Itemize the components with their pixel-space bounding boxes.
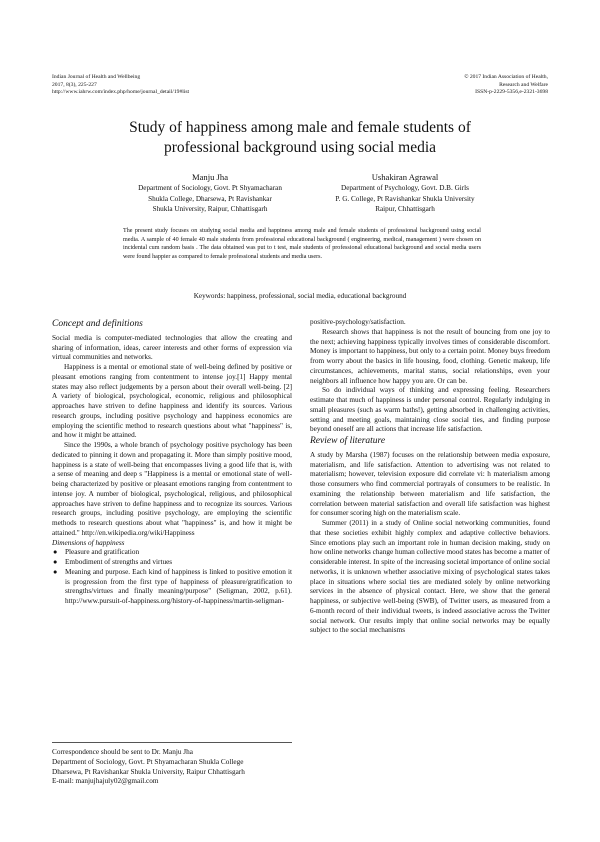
right-column <box>310 318 550 636</box>
paragraph: A study by Marsha (1987) focuses on the relationship between media exposure, materialism, and life satisfaction. Attention to advertising was not related to materialism; however, television exposure did correlate vi: h materialism among those consumers who find commercial portrayals of consumers to be realistic. In examining the relationship between materialism and life satisfaction, the correlation between material satisfaction and overall life satisfaction was highest for consumer scoring high on the materialism scale. <box>310 450 550 518</box>
volume-issue: 2017, 8(3), 225-227 <box>52 81 97 88</box>
journal-header-left <box>52 74 189 97</box>
author-affiliation-line: Department of Psychology, Govt. D.B. Girls <box>341 184 469 193</box>
left-column <box>52 318 292 607</box>
section-title-review: Review of literature <box>310 436 386 446</box>
journal-header-right <box>464 74 548 97</box>
author-affiliation-line: Shukla College, Dharsewa, Pt Ravishankar <box>148 194 272 203</box>
list-item-text: Embodiment of strengths and virtues <box>65 558 173 566</box>
issn: ISSN-p-2229-5356,e-2321-3698 <box>475 89 548 96</box>
author-block-1 <box>110 172 310 214</box>
list-item-text: Meaning and purpose. Each kind of happiness is linked to positive emotion it is progression from the first type of happiness of pleasure/gratification to strengths/virtues and finally meaning/purpose" (Seligman, 2002, p.61). http://www.pursuit-of-happiness.org/history-of-happiness/martin-seligman- <box>65 567 292 605</box>
copyright-line2: Research and Welfare <box>499 81 548 88</box>
author-affiliation-line: P. G. College, Pt Ravishankar Shukla University <box>335 194 475 203</box>
correspondence-email[interactable]: E-mail: manjujhajuly02@gmail.com <box>52 777 159 786</box>
journal-name: Indian Journal of Health and Wellbeing <box>52 74 141 80</box>
footnote-divider <box>52 742 292 743</box>
abstract: The present study focuses on studying social media and happiness among male and female students of professional background using social media. A sample of 40 female 40 male students from professional educational background ( engineering, medical, management ) were chosen on incidental cum random basis . The data obtained was put to t test, male students of professional educational background and social media users were found happier as compared to female professional students and media users. <box>123 228 481 261</box>
subsection-title-dimensions: Dimensions of happiness <box>52 538 125 547</box>
paragraph: Since the 1990s, a whole branch of psychology positive psychology has been dedicated to pinning it down and propagating it. More than simply positive mood, happiness is a state of well-being that encompasses living a good life that is, with a sense of meaning and deep s "Happiness is a mental or emotional state of well-being characterized by positive or pleasant emotions ranging from contentment to intense joy. A number of biological, psychological, religious, and philosophical approaches have striven to define happiness and to recognize its sources. Various research groups, including positive psychology, are employing the scientific methods to research questions about what "happiness" is, and how it might be attained." http://en.wikipedia.org/wiki/Happiness <box>52 441 292 537</box>
paragraph: Social media is computer-mediated technologies that allow the creating and sharing of information, ideas, career interests and other forms of expression via virtual communities and networks. <box>52 333 292 362</box>
list-item-text: Pleasure and gratification <box>65 548 140 557</box>
bullet-icon: ● <box>53 558 58 566</box>
dimensions-list <box>52 548 292 607</box>
list-item <box>53 567 292 607</box>
list-item <box>53 548 292 558</box>
paragraph: Summer (2011) in a study of Online social networking communities, found that these societies exhibit highly complex and adaptive collective behaviors. Since emotions play such an important role in human decision making, study on how online networks change human collective mood states has become a matter of considerable interest. In spite of the increasing societal importance of online social networks, it is unknown whether associative mixing of psychological states takes place in situations where social ties are mediated solely by online networking services in the absence of physical contact. Here, we show that the general happiness, or subjective well-being (SWB), of Twitter users, as measured from a 6-month record of their individual tweets, is indeed associative across the Twitter social network. Our results imply that online social networks may be equally subject to the social mechanisms <box>310 519 550 635</box>
correspondence-note <box>52 748 297 787</box>
keywords: Keywords: happiness, professional, social media, educational background <box>193 292 407 300</box>
title-line-1: Study of happiness among male and female students of <box>129 119 471 136</box>
list-item <box>53 558 292 568</box>
bullet-icon: ● <box>53 548 58 557</box>
journal-url[interactable]: http://www.iahrw.com/index.php/home/journal_detail/19#list <box>52 89 190 96</box>
author-name: Ushakiran Agrawal <box>371 172 439 182</box>
copyright: © 2017 Indian Association of Health, <box>464 74 548 80</box>
correspondence-line: Correspondence should be sent to Dr. Manju Jha <box>52 748 193 756</box>
section-title-concepts: Concept and definitions <box>52 319 143 329</box>
author-affiliation-line: Shukla University, Raipur, Chhattisgarh <box>152 204 268 213</box>
bullet-icon: ● <box>53 567 58 576</box>
paragraph: Happiness is a mental or emotional state of well-being defined by positive or pleasant emotions ranging from contentment to intense joy.[1] Happy mental states may also reflect judgements by a person about their overall well-being. [2] A variety of biological, psychological, economic, religious and philosophical approaches have striven to define happiness and identify its sources. Various research groups, including positive psychology and happiness economics are employing the scientific method to research questions about what "happiness" is, and how it might be attained. <box>52 363 292 440</box>
correspondence-line: Dharsewa, Pt Ravishankar Shukla University, Raipur Chhattisgarh <box>52 767 245 776</box>
author-name: Manju Jha <box>191 172 229 182</box>
correspondence-line: Department of Sociology, Govt. Pt Shyamacharan Shukla College <box>52 757 244 766</box>
paragraph: Research shows that happiness is not the result of bouncing from one joy to the next; achieving happiness typically involves times of considerable discomfort. Money is important to happiness, but only to a certain point. Money buys freedom from worry about the basics in life housing, food, clothing. Genetic makeup, life circumstances, achievements, marital status, social relationships, even your neighbors all influence how happy you are. Or can be. <box>310 327 550 385</box>
paragraph: positive-psychology/satisfaction. <box>310 318 406 326</box>
paragraph: So do individual ways of thinking and expressing feeling. Researchers estimate that much of happiness is under personal control. Regularly indulging in small pleasures (such as warm baths!), getting absorbed in challenging activities, setting and meeting goals, maintaining close social ties, and finding purpose beyond oneself are all actions that increase life satisfaction. <box>310 386 550 434</box>
author-affiliation-line: Raipur, Chhattisgarh <box>375 204 435 213</box>
paper-title <box>60 118 540 158</box>
title-line-2: professional background using social media <box>163 139 437 156</box>
author-affiliation-line: Department of Sociology, Govt. Pt Shyamacharan <box>138 184 282 193</box>
author-block-2 <box>305 172 505 214</box>
